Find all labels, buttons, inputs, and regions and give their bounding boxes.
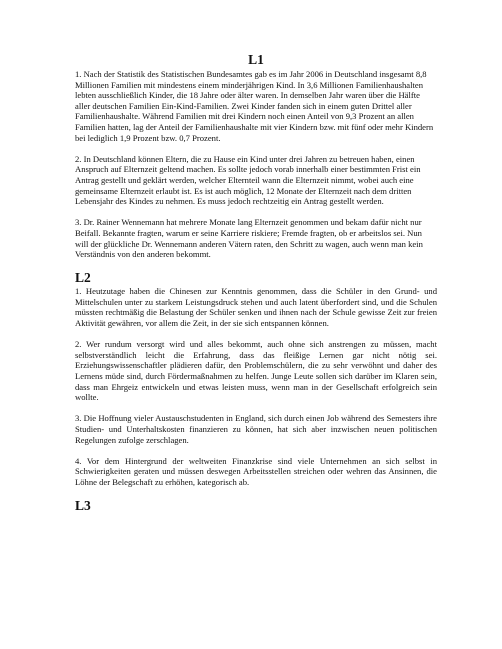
paragraph-l2-2: 2. Wer rundum versorgt wird und alles bekommt, auch ohne sich anstrengen zu müssen, macht selbstverständlich leicht die Erfahrung, dass das fleißige Lernen gar nicht nötig sei. Erziehungswissenschaftler plädieren dafür, den Problemschülern, die zu sehr verwöhnt und daher des Lernens müde sind, durch Fördermaßnahmen zu helfen. Junge Leute sollen sich darüber im Klaren sein, dass man Ehrgeiz entwickeln und etwas leisten muss, wenn man in der Gesellschaft erfolgreich sein wollte. — [75, 339, 437, 403]
paragraph-l1-2: 2. In Deutschland können Eltern, die zu Hause ein Kind unter drei Jahren zu betreuen haben, einen Anspruch auf Elternzeit geltend machen. Es sollte jedoch vorab innerhalb einer bestimmten Frist ein Antrag gestellt und geklärt werden, welcher Elternteil wann die Elternzeit nimmt, wobei auch eine gemeinsame Elternzeit erlaubt ist. Es ist auch möglich, 12 Monate der Elternzeit nach dem dritten Lebensjahr des Kindes zu nehmen. Es muss jedoch rechtzeitig ein Antrag gestellt werden. — [75, 153, 421, 207]
section-heading-l3: L3 — [75, 498, 91, 514]
section-l2 — [75, 270, 437, 487]
section-l1 — [75, 52, 437, 260]
section-l3 — [75, 498, 437, 514]
document-page — [75, 52, 437, 514]
paragraph-l1-3: 3. Dr. Rainer Wennemann hat mehrere Monate lang Elternzeit genommen und bekam dafür nicht nur Beifall. Bekannte fragten, warum er seine Karriere riskiere; Fremde fragten, ob er arbeitslos sei. Nun will der glückliche Dr. Wennemann anderen Vätern raten, den Schritt zu wagen, auch wenn man kein Verständnis von den anderen bekommt. — [75, 217, 423, 260]
paragraph-l2-3: 3. Die Hoffnung vieler Austauschstudenten in England, sich durch einen Job während des Semesters ihre Studien- und Unterhaltskosten finanzieren zu können, hat sich aber inzwischen neuen politischen Regelungen zufolge zerschlagen. — [75, 413, 437, 445]
paragraph-l2-1: 1. Heutzutage haben die Chinesen zur Kenntnis genommen, dass die Schüler in den Grund- und Mittelschulen unter zu starkem Leistungsdruck stehen und auch latent überfordert sind, und die Schulen müssten rechtmäßig die Belastung der Schüler senken und ihnen nach der Schule gewisse Zeit zur freien Aktivität gewähren, vor allem die Zeit, in der sie sich entspannen können. — [75, 286, 437, 329]
paragraph-l1-1: 1. Nach der Statistik des Statistischen Bundesamtes gab es im Jahr 2006 in Deutschland insgesamt 8,8 Millionen Familien mit mindestens einem minderjährigen Kind. In 3,6 Millionen Familienhaushalten lebten ausschließlich Kinder, die 18 Jahre oder älter waren. In demselben Jahr waren über die Hälfte aller deutschen Familien Ein-Kind-Familien. Zwei Kinder fanden sich in einem guten Drittel aller Familienhaushalte. Während Familien mit drei Kindern noch einen Anteil von 9,3 Prozent an allen Familien hatten, lag der Anteil der Familienhaushalte mit vier Kindern bzw. mit fünf oder mehr Kindern bei lediglich 1,9 Prozent bzw. 0,7 Prozent. — [75, 69, 434, 143]
section-heading-l2: L2 — [75, 270, 91, 286]
section-heading-l1: L1 — [248, 52, 264, 67]
paragraph-l2-4: 4. Vor dem Hintergrund der weltweiten Finanzkrise sind viele Unternehmen an sich selbst in Schwierigkeiten geraten und müssen deswegen Arbeitsstellen streichen oder wehren das Ansinnen, die Löhne der Belegschaft zu erhöhen, kategorisch ab. — [75, 455, 437, 487]
